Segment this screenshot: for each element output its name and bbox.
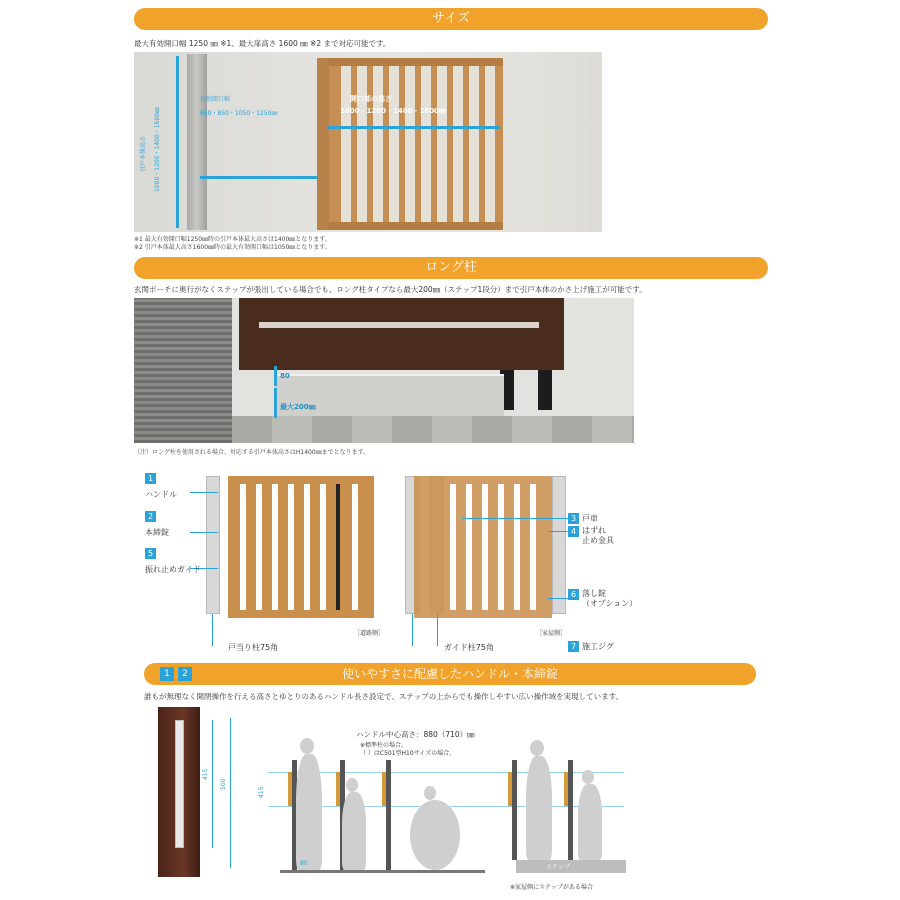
handle-bar-image [175, 720, 184, 848]
opening-arrow [200, 176, 318, 179]
road-side: ［道路側］ [354, 630, 385, 637]
right-post-caption: ガイド柱75角 [444, 643, 494, 652]
handle-center-note-1: ※標準柱の場合。 [360, 742, 408, 749]
size-note-2: ※2 引戸本体最大高さ1600㎜時の最大有効開口幅は1050㎜となります。 [134, 244, 331, 251]
opening-title: 有効開口幅 [200, 96, 231, 103]
person-adult-2 [526, 756, 552, 860]
left-post-caption: 戸当り柱75角 [228, 643, 279, 652]
long-post-lead: 玄関ポーチに奥行がなくステップが張出している場合でも、ロング柱タイプなら最大200㎜（ステップ1段分）まで引戸本体のかさ上げ施工が可能です。 [134, 285, 647, 294]
long-post-note: （注）ロング柱を使用される場合、対応する引戸本体高さはH1400㎜までとなります。 [134, 449, 370, 456]
stop-post-right [552, 476, 566, 614]
door-title: 開口部の高さ [350, 95, 392, 103]
stop-post-left [206, 476, 220, 614]
part-num-4: 4 [568, 526, 579, 537]
person-child-1 [342, 792, 366, 870]
size-photo [134, 52, 602, 232]
sliding-gate-image [317, 58, 503, 230]
dim-80: 80 [300, 860, 308, 867]
height-arrow [176, 56, 179, 228]
dim-500: 500 [220, 778, 227, 790]
step-label: ステップ [546, 864, 570, 871]
raise-200: 最大200㎜ [280, 403, 316, 411]
part-num-5: 5 [145, 548, 156, 559]
handle-center-height: ハンドル中心高さ：880（710）㎜ [356, 730, 475, 739]
part-label-4: はずれ 止め金具 [582, 526, 614, 545]
part-num-6: 6 [568, 589, 579, 600]
part-label-5: 振れ止めガイド [145, 565, 201, 574]
part-label-6: 落し錠 （オプション） [582, 589, 638, 608]
part-num-1: 1 [145, 473, 156, 484]
person-adult-1 [296, 754, 322, 870]
house-side: ［家屋側］ [536, 630, 567, 637]
handle-lead: 誰もが無理なく開閉操作を行える高さとゆとりのあるハンドル長さ設定で、ステップの上からでも操作しやすい広い操作域を実現しています。 [144, 692, 624, 701]
size-banner: サイズ [134, 8, 768, 30]
ground-line [280, 870, 485, 873]
door-values: 1000・1200・1400・1600㎜ [340, 107, 446, 115]
long-post-banner: ロング柱 [134, 257, 768, 279]
gate-diagram-front [228, 476, 374, 618]
part-num-3: 3 [568, 513, 579, 524]
part-num-7: 7 [568, 641, 579, 652]
handle-num-1: 1 [160, 667, 174, 681]
part-label-7: 施工ジグ [582, 642, 614, 651]
gate-diagram-back [414, 476, 552, 618]
gate-pillar [187, 54, 207, 230]
handle-title: 使いやすさに配慮したハンドル・本締錠 [341, 667, 558, 681]
height-values: 1000・1200・1400・1600㎜ [154, 106, 161, 192]
door-arrow [328, 126, 500, 129]
part-label-1: ハンドル [145, 490, 177, 499]
part-num-2: 2 [145, 511, 156, 522]
step-note: ※家屋側にステップがある場合 [510, 884, 593, 891]
part-label-2: 本締錠 [145, 528, 169, 537]
dim-415-photo: 415 [202, 768, 209, 780]
raise-80: 80 [280, 372, 290, 380]
handle-banner [144, 663, 756, 685]
handle-center-note-2: （ ）はC501型H10サイズの場合。 [360, 750, 456, 757]
part-label-3: 戸車 [582, 514, 598, 523]
dim-415-diagram: 415 [258, 786, 265, 798]
opening-values: 650・850・1050・1250㎜ [200, 110, 278, 117]
person-wheelchair [410, 800, 460, 870]
person-child-2 [578, 784, 602, 860]
long-post-photo [134, 298, 634, 443]
size-lead: 最大有効開口幅 1250 ㎜ ※1、最大扉高さ 1600 ㎜ ※2 まで対応可能です。 [134, 39, 391, 48]
size-note-1: ※1 最大有効開口幅1250㎜時の引戸本体最大高さは1400㎜となります。 [134, 236, 331, 243]
handle-num-2: 2 [178, 667, 192, 681]
height-title: 引戸本体高さ [140, 135, 147, 172]
step-block [516, 860, 626, 873]
